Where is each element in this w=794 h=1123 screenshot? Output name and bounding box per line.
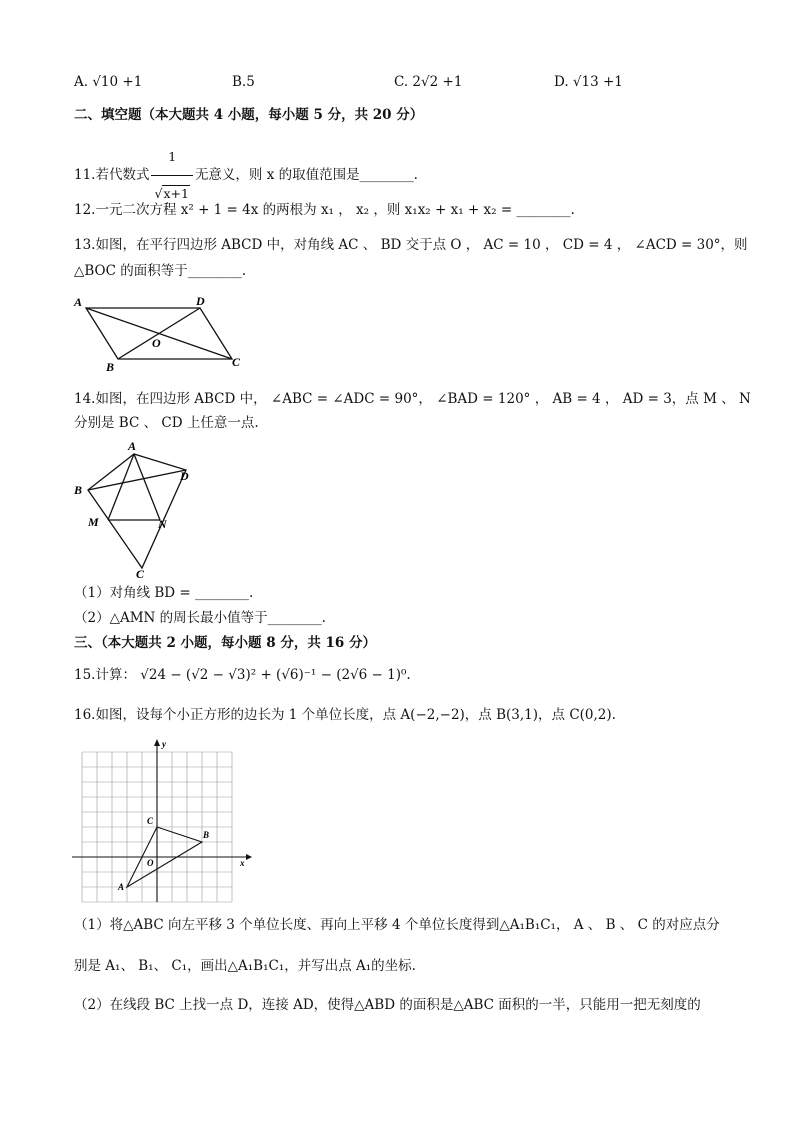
- fig14-label-a: A: [128, 439, 137, 453]
- fig16-label-c: C: [147, 816, 154, 826]
- fig13-label-o: O: [152, 336, 161, 350]
- question-16-sub2-line1: （2）在线段 BC 上找一点 D，连接 AD，使得△ABD 的面积是△ABC 面积的一半，只能用一把无刻度的: [74, 997, 701, 1013]
- fig16-label-y: y: [162, 739, 166, 749]
- question-16-line1: 16.如图，设每个小正方形的边长为 1 个单位长度，点 A(−2,−2)，点 B(3,1)，点 C(0,2).: [74, 707, 616, 723]
- fig16-label-b: B: [203, 830, 210, 840]
- q11-fraction-num: 1: [151, 139, 192, 176]
- question-12: 12.一元二次方程 x² + 1 = 4x 的两根为 x₁ ， x₂ ，则 x₁x₂ + x₁ + x₂ = ________.: [74, 202, 575, 218]
- fig16-label-x: x: [240, 858, 245, 868]
- fig16-label-a: A: [118, 882, 125, 892]
- q11-prefix: 11.若代数式: [74, 167, 150, 183]
- fig14-label-c: C: [136, 567, 145, 580]
- x-axis-arrow: [246, 854, 252, 860]
- fig14-label-n: N: [158, 517, 167, 531]
- parallelogram-figure: [72, 292, 247, 374]
- fig14-label-m: M: [88, 515, 99, 529]
- question-15: 15.计算： √24 − (√2 − √3)² + (√6)⁻¹ − (2√6 − 1)⁰.: [74, 667, 411, 683]
- fig13-label-d: D: [196, 294, 205, 308]
- choice-b: B.5: [232, 74, 255, 90]
- choice-a: A. √10 +1: [74, 74, 143, 90]
- section-2-title: 二、填空题（本大题共 4 小题，每小题 5 分，共 20 分）: [74, 107, 424, 123]
- question-16-sub1-line2: 别是 A₁、 B₁、 C₁，画出△A₁B₁C₁，并写出点 A₁的坐标.: [74, 958, 416, 974]
- section-3-title: 三、（本大题共 2 小题，每小题 8 分，共 16 分）: [74, 635, 377, 651]
- question-16-sub1-line1: （1）将△ABC 向左平移 3 个单位长度、再向上平移 4 个单位长度得到△A₁B₁C₁， A 、 B 、 C 的对应点分: [74, 917, 720, 933]
- coordinate-grid-figure: [72, 738, 252, 906]
- choice-c: C. 2√2 +1: [394, 74, 463, 90]
- q11-fraction: $\frac{1}{√x+1}$: [151, 139, 192, 212]
- question-14-line2: 分别是 BC 、 CD 上任意一点.: [74, 415, 259, 431]
- fig13-label-a: A: [74, 295, 83, 309]
- fig13-label-c: C: [232, 355, 241, 369]
- fig13-label-b: B: [106, 360, 115, 374]
- y-axis-arrow: [154, 739, 160, 746]
- quadrilateral-figure: [72, 438, 202, 580]
- question-14-sub2: （2）△AMN 的周长最小值等于________.: [74, 610, 326, 626]
- fig14-label-b: B: [74, 483, 83, 497]
- q11-fraction-den: x+1: [163, 186, 189, 201]
- q11-suffix: 无意义，则 x 的取值范围是________.: [194, 167, 418, 183]
- fig14-label-d: D: [180, 469, 189, 483]
- question-14-line1: 14.如图，在四边形 ABCD 中， ∠ABC = ∠ADC = 90°， ∠BAD = 120° ， AB = 4 ， AD = 3，点 M 、 N: [74, 391, 751, 407]
- question-14-sub1: （1）对角线 BD = ________.: [74, 585, 254, 601]
- choice-d: D. √13 +1: [554, 74, 623, 90]
- fig16-label-o: O: [147, 858, 154, 868]
- question-13-line2: △BOC 的面积等于________.: [74, 263, 247, 279]
- question-13-line1: 13.如图，在平行四边形 ABCD 中，对角线 AC 、 BD 交于点 O ， AC = 10 ， CD = 4 ， ∠ACD = 30°，则: [74, 237, 748, 253]
